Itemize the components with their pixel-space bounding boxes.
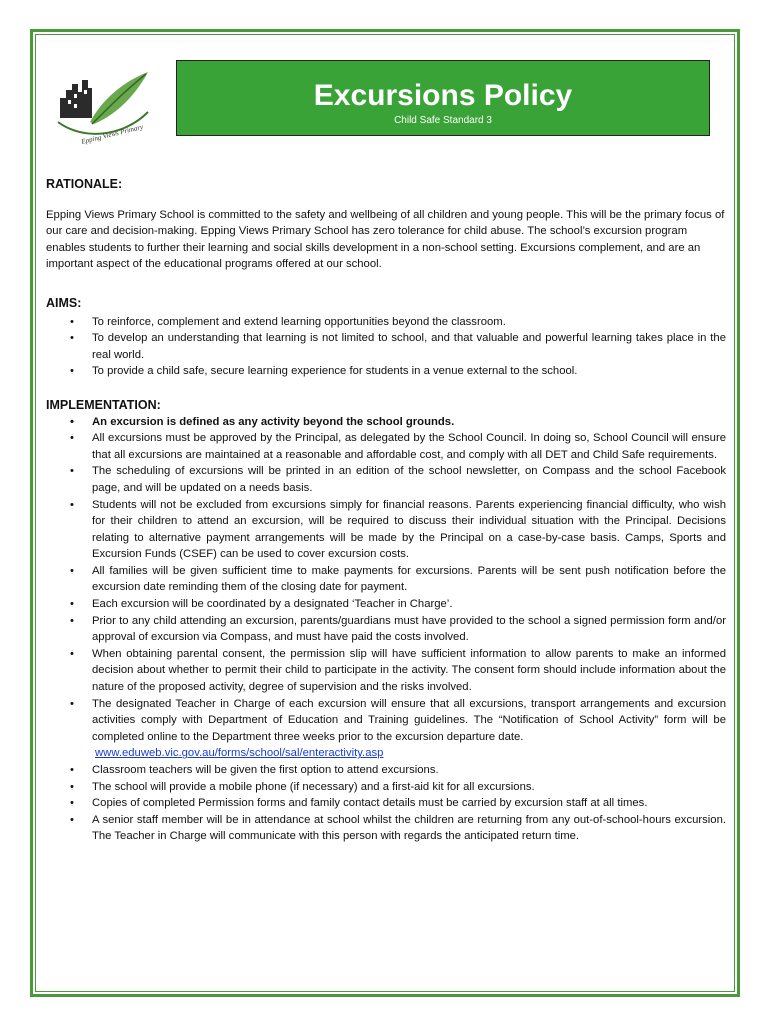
- list-item: • All excursions must be approved by the Principal, as delegated by the School Council. In doing so, School Council will ensure that all excursions are maintained at a reasonable and affordable cost, and comply with all DET and Child Safe requirements.: [46, 430, 726, 463]
- policy-content: [46, 176, 726, 845]
- rationale-heading: RATIONALE:: [46, 177, 123, 191]
- list-item: • Classroom teachers will be given the first option to attend excursions.: [46, 762, 726, 779]
- svg-text:Epping Views Primary: Epping Views Primary: [80, 122, 144, 146]
- list-item: • To reinforce, complement and extend learning opportunities beyond the classroom.: [46, 314, 726, 331]
- list-item: • Copies of completed Permission forms and family contact details must be carried by excursion staff at all times.: [46, 795, 726, 812]
- list-item: • An excursion is defined as any activity beyond the school grounds.: [46, 414, 726, 431]
- implementation-heading: IMPLEMENTATION:: [46, 397, 161, 412]
- list-item: • Prior to any child attending an excursion, parents/guardians must have provided to the school a signed permission form and/or approval of excursion via Compass, and must have paid the costs involved.: [46, 613, 726, 646]
- title-banner: [176, 60, 710, 136]
- notification-form-link[interactable]: www.eduweb.vic.gov.au/forms/school/sal/enteractivity.asp: [95, 747, 384, 760]
- aims-heading: AIMS:: [46, 295, 82, 310]
- rationale-text: Epping Views Primary School is committed to the safety and wellbeing of all children and young people. This will be the primary focus of our care and decision-making. Epping Views Primary School has zero tolerance for child abuse. The school’s excursion program enables students to further their learning and social skills development in a non-school setting. Excursions complement, and are an important aspect of the educational programs offered at our school.: [46, 208, 725, 271]
- list-item: • The designated Teacher in Charge of each excursion will ensure that all excursions, transport arrangements and excursion activities comply with Department of Education and Training guidelines. The “Notification of School Activity” form will be completed online to the Department three weeks prior to the excursion departure date.: [46, 696, 726, 746]
- page-subtitle: Child Safe Standard 3: [394, 115, 492, 126]
- aims-list: [46, 314, 726, 380]
- list-item: • When obtaining parental consent, the permission slip will have sufficient information to allow parents to make an informed decision about whether to permit their child to participate in the activity. The consent form should include information about the nature of the proposed activity, degree of supervision and the risks involved.: [46, 646, 726, 696]
- page-title: Excursions Policy: [313, 79, 573, 112]
- list-item: • Students will not be excluded from excursions simply for financial reasons. Parents experiencing financial difficulty, who wish for their children to attend an excursion, will be required to discuss their individual situation with the Principal. Decisions relating to alternative payment arrangements will be made by the Principal on a case-by-case basis. Camps, Sports and Excursion Funds (CSEF) can be used to cover excursion costs.: [46, 497, 726, 563]
- list-item: • Each excursion will be coordinated by a designated ‘Teacher in Charge’.: [46, 596, 726, 613]
- school-logo-icon: [52, 60, 162, 148]
- school-logo: [52, 60, 162, 148]
- list-item: • The scheduling of excursions will be printed in an edition of the school newsletter, on Compass and the school Facebook page, and will be updated on a needs basis.: [46, 463, 726, 496]
- list-item: • To provide a child safe, secure learning experience for students in a venue external to the school.: [46, 363, 726, 380]
- list-item: • To develop an understanding that learning is not limited to school, and that valuable and powerful learning takes place in the real world.: [46, 330, 726, 363]
- implementation-list-continued: [46, 762, 726, 845]
- list-item: • The school will provide a mobile phone (if necessary) and a first-aid kit for all excursions.: [46, 779, 726, 796]
- implementation-list: [46, 414, 726, 746]
- list-item: • A senior staff member will be in attendance at school whilst the children are returning from any out-of-school-hours excursion. The Teacher in Charge will communicate with this person with regards the anticipated return time.: [46, 812, 726, 845]
- list-item: • All families will be given sufficient time to make payments for excursions. Parents will be sent push notification before the excursion date reminding them of the closing date for payment.: [46, 563, 726, 596]
